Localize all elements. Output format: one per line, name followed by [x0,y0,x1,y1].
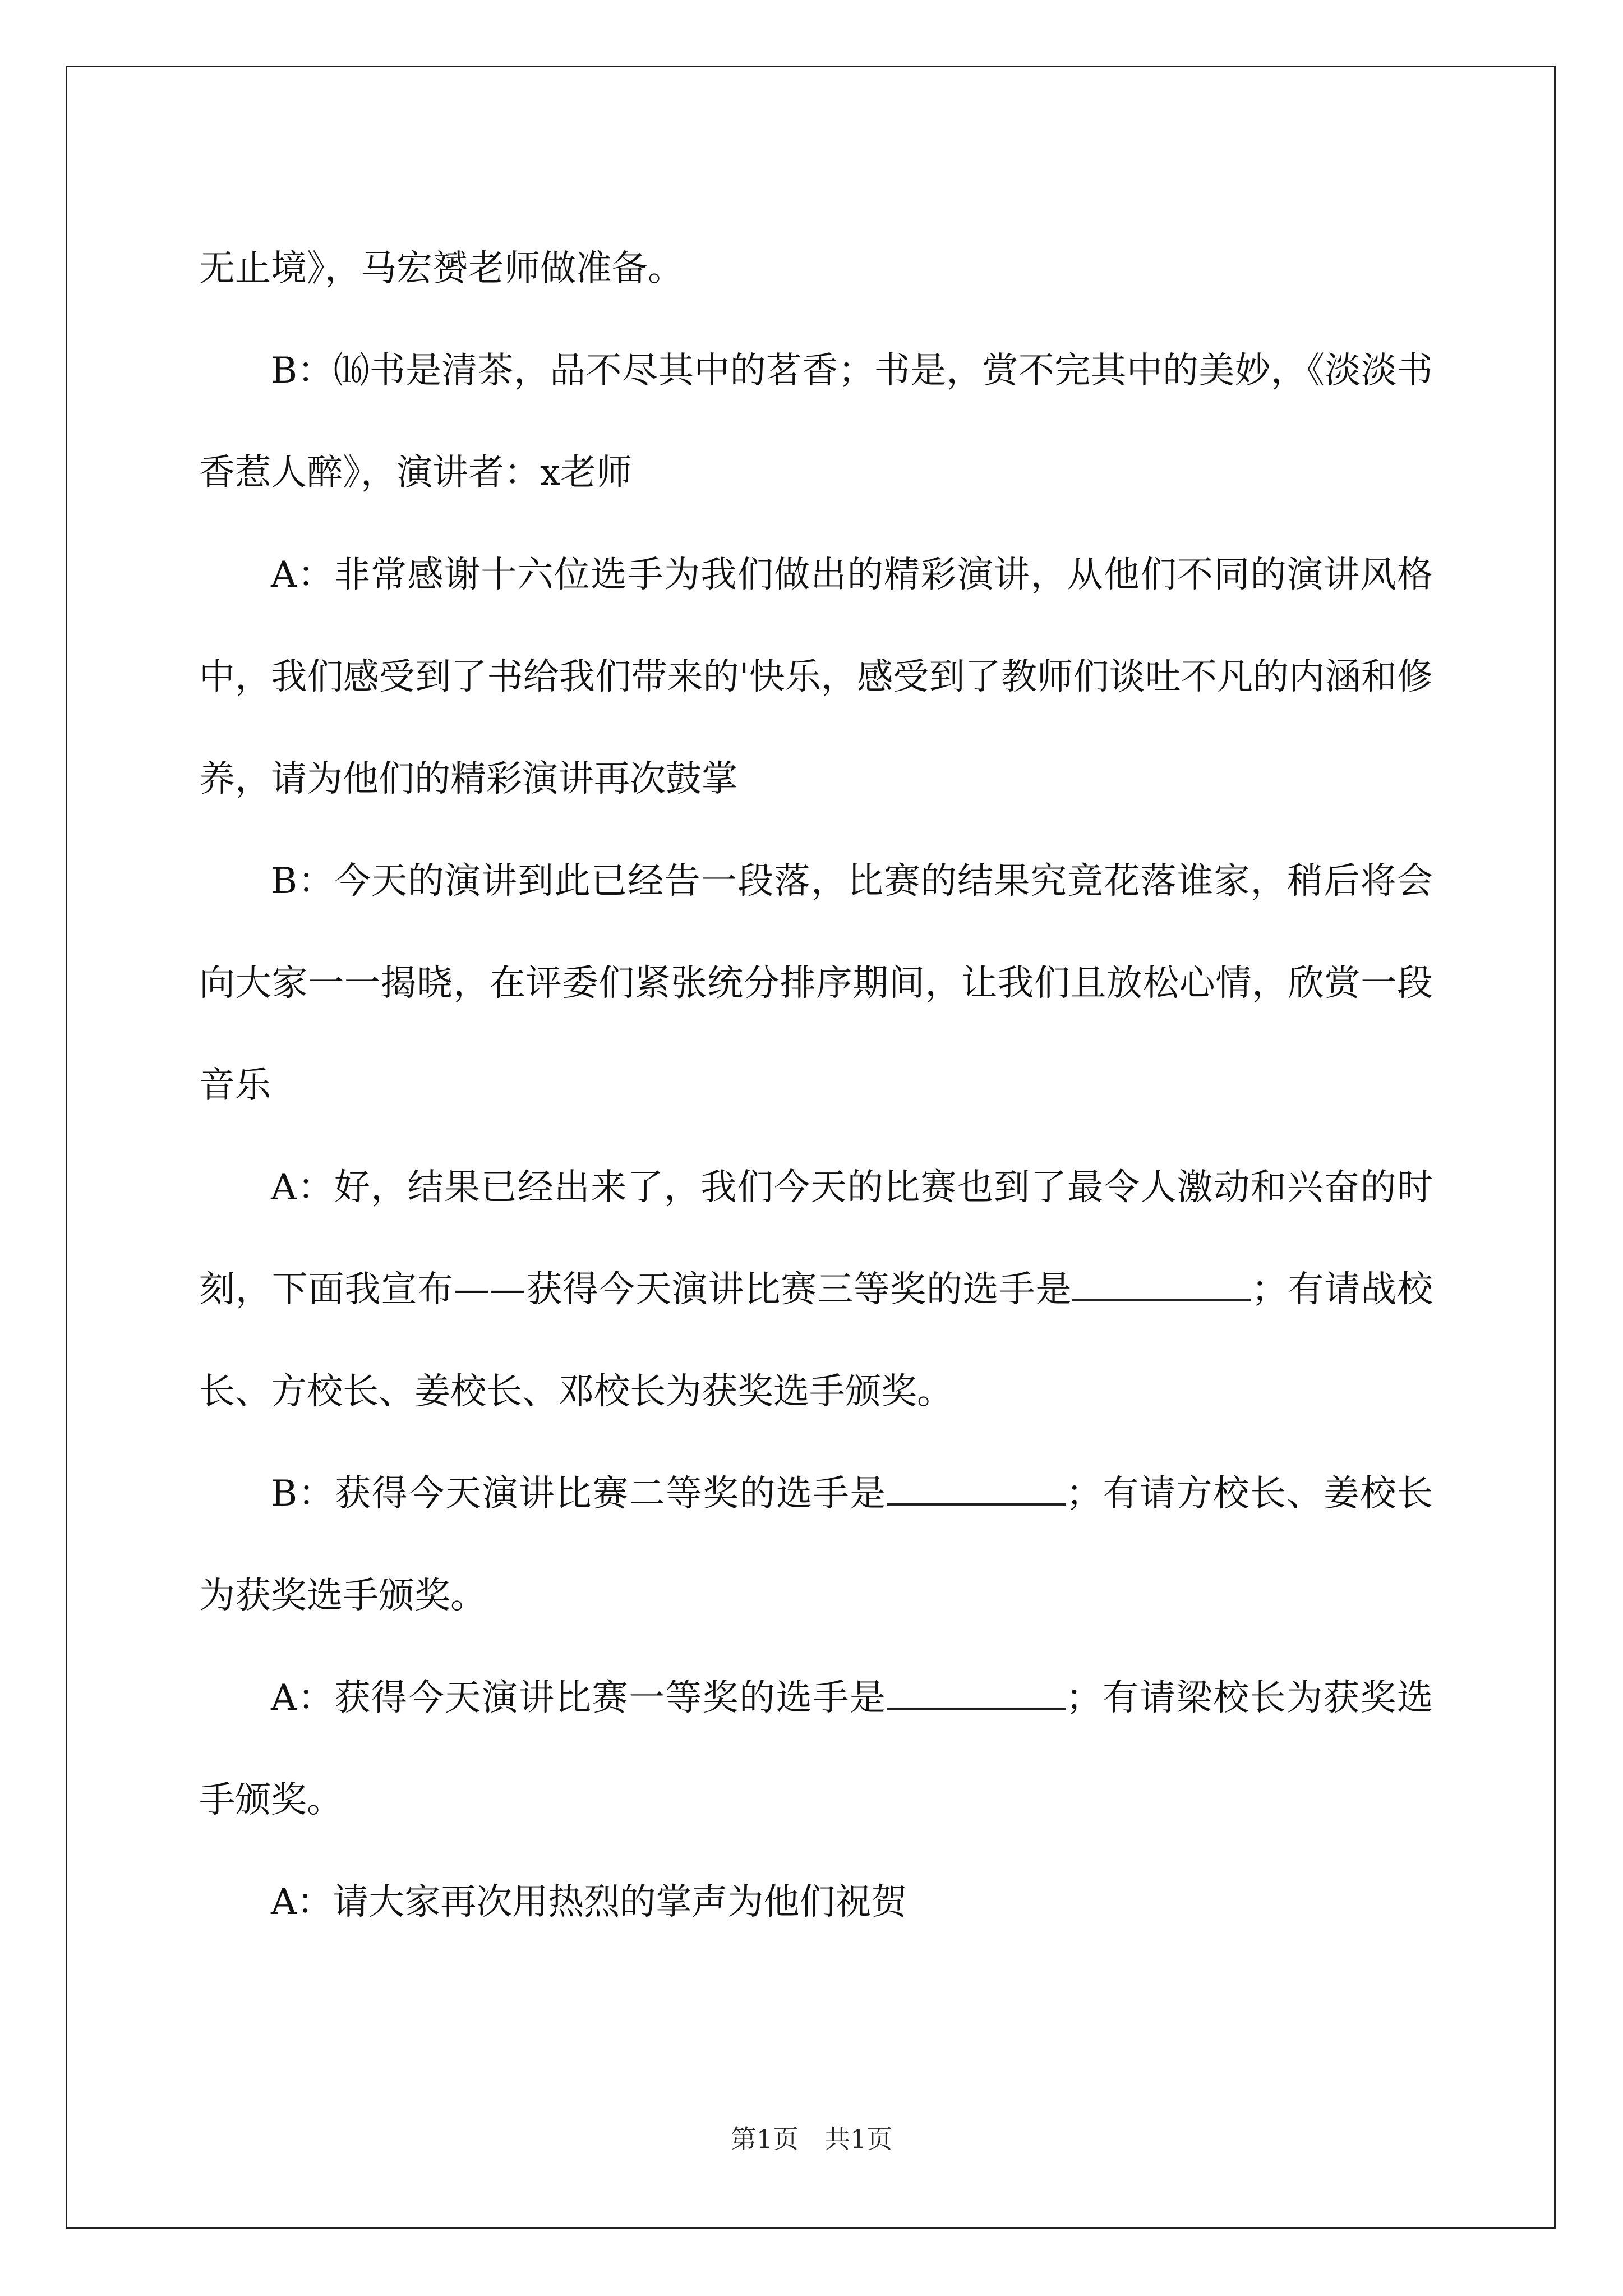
paragraph-6-text: B：获得今天演讲比赛二等奖的选手是 [271,1473,887,1515]
fill-in-blank-first-prize [887,1676,1066,1710]
paragraph-5-tail: ；有请战校长、方校长、姜校长、邓校长为获奖选手颁奖。 [199,1269,1433,1412]
page-footer: 第1页 共1页 [730,2124,893,2154]
paragraph-8-text: A：请大家再次用热烈的掌声为他们祝贺 [271,1881,907,1923]
paragraph-1-text: 无止境》，马宏赟老师做准备。 [199,248,684,289]
paragraph-2-text: B：⒃书是清茶，品不尽其中的茗香；书是，赏不完其中的美妙，《淡淡书香惹人醉》，演讲者：x老师 [199,350,1433,494]
paragraph-4 [199,830,1433,1137]
paragraph-5 [199,1137,1433,1443]
paragraph-1 [199,218,1433,320]
paragraph-7 [199,1647,1433,1851]
paragraph-2 [199,320,1433,524]
paragraph-5-text: A：好，结果已经出来了，我们今天的比赛也到了最令人激动和兴奋的时刻，下面我宣布——获得今天演讲比赛三等奖的选手是 [199,1167,1433,1310]
paragraph-7-text: A：获得今天演讲比赛一等奖的选手是 [271,1677,887,1719]
fill-in-blank-third-prize [1072,1268,1251,1301]
paragraph-8 [199,1851,1433,1953]
fill-in-blank-second-prize [887,1472,1066,1506]
paragraph-7-tail: ；有请梁校长为获奖选手颁奖。 [199,1677,1433,1821]
paragraph-3 [199,524,1433,830]
paragraph-6 [199,1443,1433,1647]
document-body [199,218,1433,1953]
paragraph-6-tail: ；有请方校长、姜校长为获奖选手颁奖。 [199,1473,1433,1617]
paragraph-3-text: A：非常感谢十六位选手为我们做出的精彩演讲，从他们不同的演讲风格中，我们感受到了书给我们带来的'快乐，感受到了教师们谈吐不凡的内涵和修养，请为他们的精彩演讲再次鼓掌 [199,554,1433,800]
paragraph-4-text: B：今天的演讲到此已经告一段落，比赛的结果究竟花落谁家，稍后将会向大家一一揭晓，在评委们紧张统分排序期间，让我们且放松心情，欣赏一段音乐 [199,861,1433,1106]
